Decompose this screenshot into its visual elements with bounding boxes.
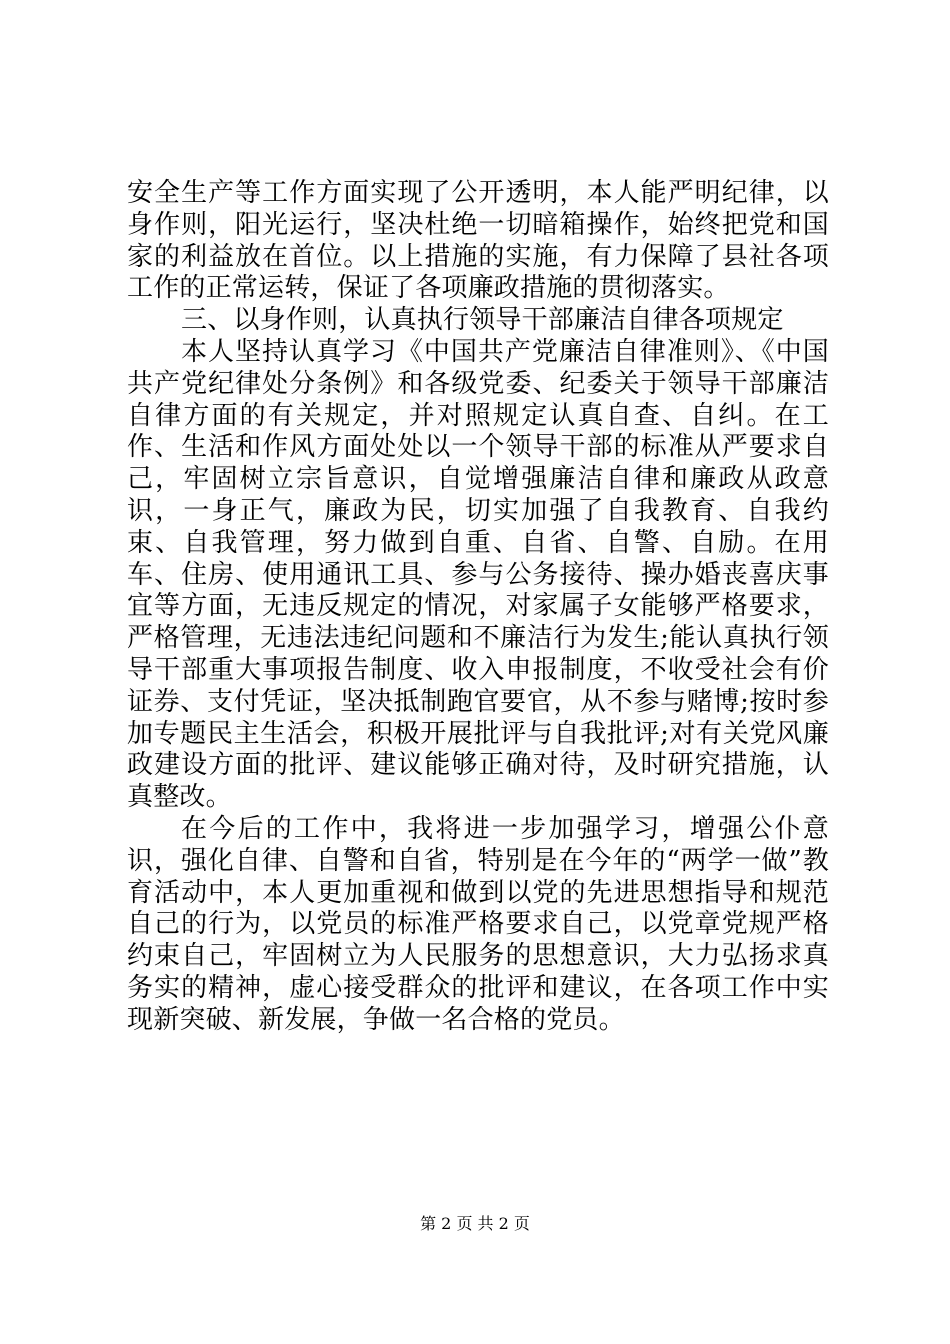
- paragraph-continuation: 安全生产等工作方面实现了公开透明，本人能严明纪律，以身作则，阳光运行，坚决杜绝一切暗箱操作，始终把党和国家的利益放在首位。以上措施的实施，有力保障了县社各项工作的正常运转，保证了各项廉政措施的贯彻落实。: [127, 178, 829, 304]
- section-heading: 三、以身作则，认真执行领导干部廉洁自律各项规定: [181, 305, 784, 336]
- paragraph-self-discipline: 本人坚持认真学习《中国共产党廉洁自律准则》、《中国共产党纪律处分条例》和各级党委、纪委关于领导干部廉洁自律方面的有关规定，并对照规定认真自查、自纠。在工作、生活和作风方面处处以一个领导干部的标准从严要求自己，牢固树立宗旨意识，自觉增强廉洁自律和廉政从政意识，一身正气，廉政为民，切实加强了自我教育、自我约束、自我管理，努力做到自重、自省、自警、自励。在用车、住房、使用通讯工具、参与公务接待、操办婚丧喜庆事宜等方面，无违反规定的情况，对家属子女能够严格要求，严格管理，无违法违纪问题和不廉洁行为发生;能认真执行领导干部重大事项报告制度、收入申报制度，不收受社会有价证券、支付凭证，坚决抵制跑官要官，从不参与赌博;按时参加专题民主生活会，积极开展批评与自我批评;对有关党风廉政建设方面的批评、建议能够正确对待，及时研究措施，认真整改。: [127, 336, 829, 813]
- paragraph-future-work: 在今后的工作中，我将进一步加强学习，增强公仆意识，强化自律、自警和自省，特别是在今年的“两学一做”教育活动中，本人更加重视和做到以党的先进思想指导和规范自己的行为，以党员的标准严格要求自己，以党章党规严格约束自己，牢固树立为人民服务的思想意识，大力弘扬求真务实的精神，虚心接受群众的批评和建议，在各项工作中实现新突破、新发展，争做一名合格的党员。: [127, 813, 829, 1035]
- page-footer: [0, 1214, 950, 1234]
- page-number-label: 第 2 页 共 2 页: [420, 1214, 530, 1233]
- document-body: [127, 178, 829, 1037]
